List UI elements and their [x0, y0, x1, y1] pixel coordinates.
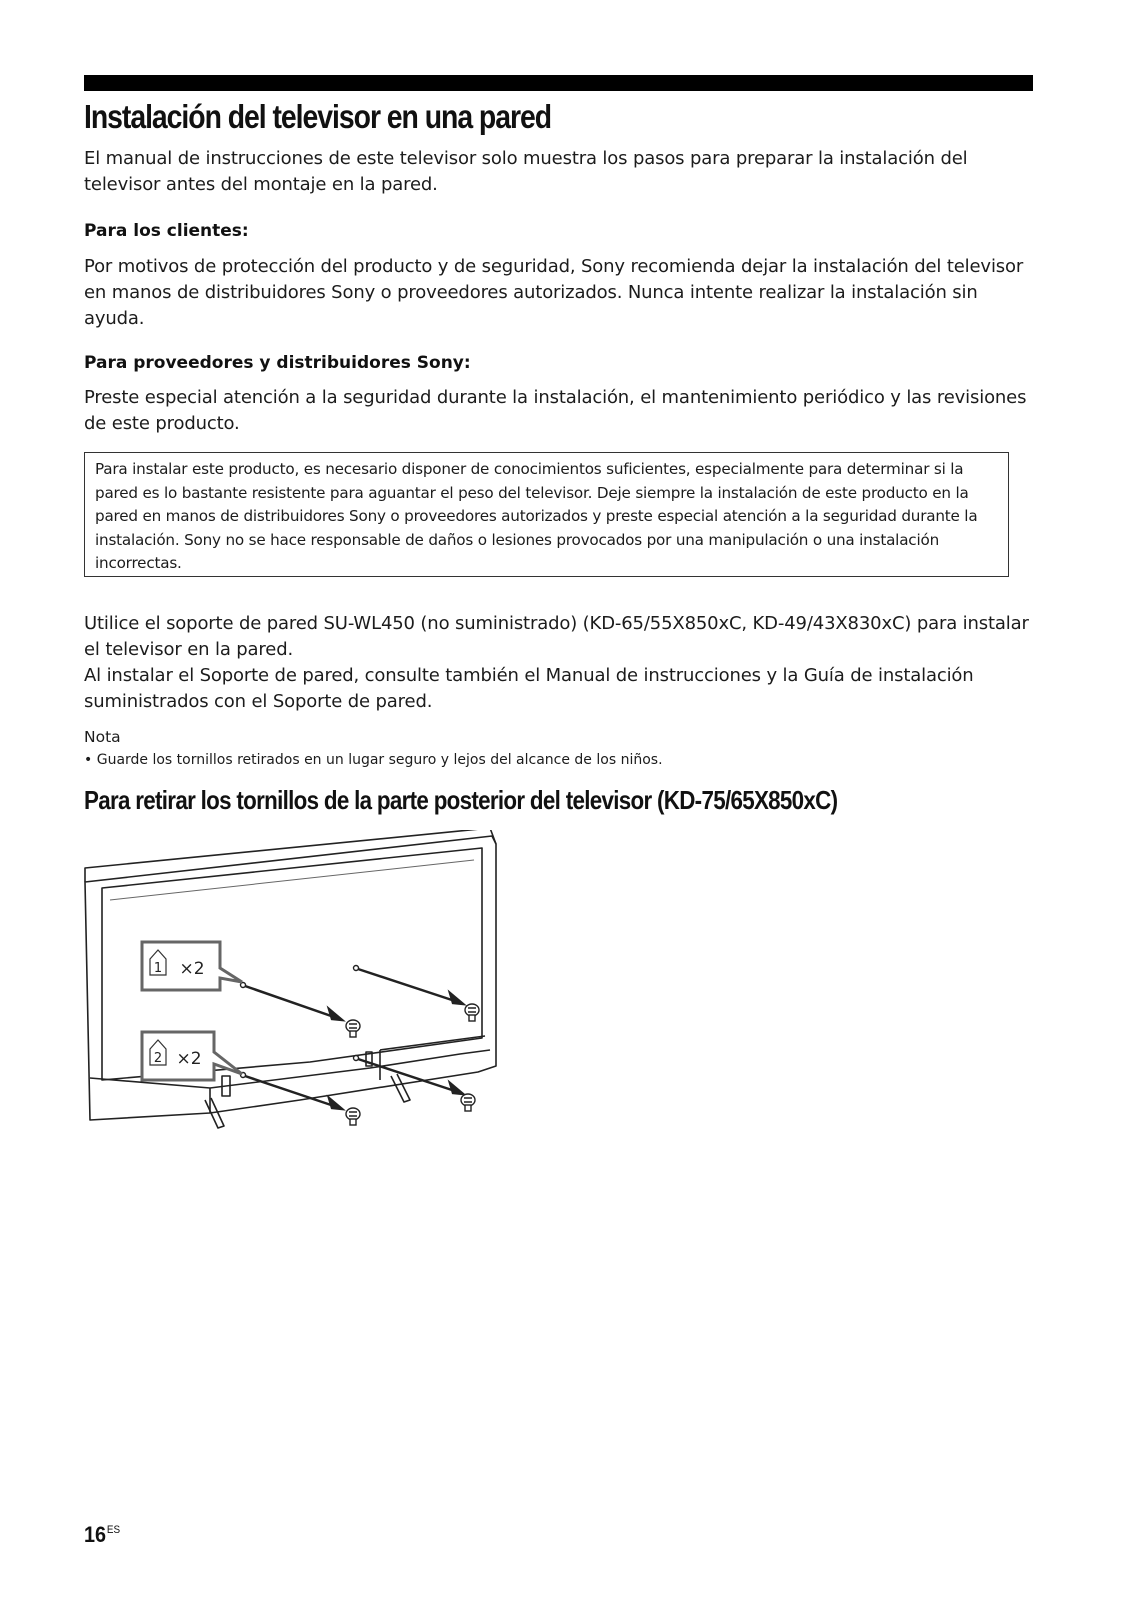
callout-1-number: 1: [153, 961, 163, 976]
callout-2-count: ×2: [176, 1049, 202, 1069]
tv-back-illustration: [80, 830, 520, 1160]
page-title: Instalación del televisor en una pared: [84, 98, 552, 135]
tv-stand-right: [391, 1074, 410, 1102]
page-number-value: 16: [84, 1522, 107, 1547]
note-item-text: Guarde los tornillos retirados en un lugar seguro y lejos del alcance de los niños.: [96, 752, 663, 768]
top-rule: [84, 75, 1033, 91]
screw-holes: [241, 966, 359, 1078]
note-item: • Guarde los tornillos retirados en un lugar seguro y lejos del alcance de los niños.: [84, 752, 663, 768]
customers-heading: Para los clientes:: [84, 221, 249, 241]
bracket-paragraph-2: Al instalar el Soporte de pared, consulte también el Manual de instrucciones y la Guía de instalación suministrados con el Soporte de pared.: [84, 665, 974, 712]
callout-1-count: ×2: [179, 959, 205, 979]
bracket-paragraph-1: Utilice el soporte de pared SU-WL450 (no suministrado) (KD-65/55X850xC, KD-49/43X830xC) para instalar el televisor en la pared.: [84, 613, 1029, 660]
dealers-heading: Para proveedores y distribuidores Sony:: [84, 353, 471, 373]
section-title: Para retirar los tornillos de la parte posterior del televisor (KD-75/65X850xC): [84, 785, 838, 815]
note-label: Nota: [84, 728, 121, 746]
dealers-paragraph: Preste especial atención a la seguridad durante la instalación, el mantenimiento periódico y las revisiones de este producto.: [84, 387, 1027, 434]
callout-2-number: 2: [153, 1051, 163, 1066]
warning-box: [84, 452, 1009, 577]
removal-arrows: [245, 969, 463, 1109]
page-number: [84, 1522, 120, 1548]
warning-text: Para instalar este producto, es necesario disponer de conocimientos suficientes, especialmente para determinar si la pared es lo bastante resistente para aguantar el peso del televisor. Deje siempre la instalación de este producto en la pared en manos de distribuidores Sony o proveedores autorizados y preste especial atención a la seguridad durante la instalación. Sony no se hace responsable de daños o lesiones provocados por una manipulación o una instalación incorrectas.: [95, 460, 978, 572]
page-number-suffix: ES: [106, 1524, 121, 1536]
customers-paragraph: Por motivos de protección del producto y de seguridad, Sony recomienda dejar la instalación del televisor en manos de distribuidores Sony o proveedores autorizados. Nunca intente realizar la instalación sin ayuda.: [84, 256, 1024, 329]
intro-paragraph: El manual de instrucciones de este televisor solo muestra los pasos para preparar la instalación del televisor antes del montaje en la pared.: [84, 148, 968, 195]
